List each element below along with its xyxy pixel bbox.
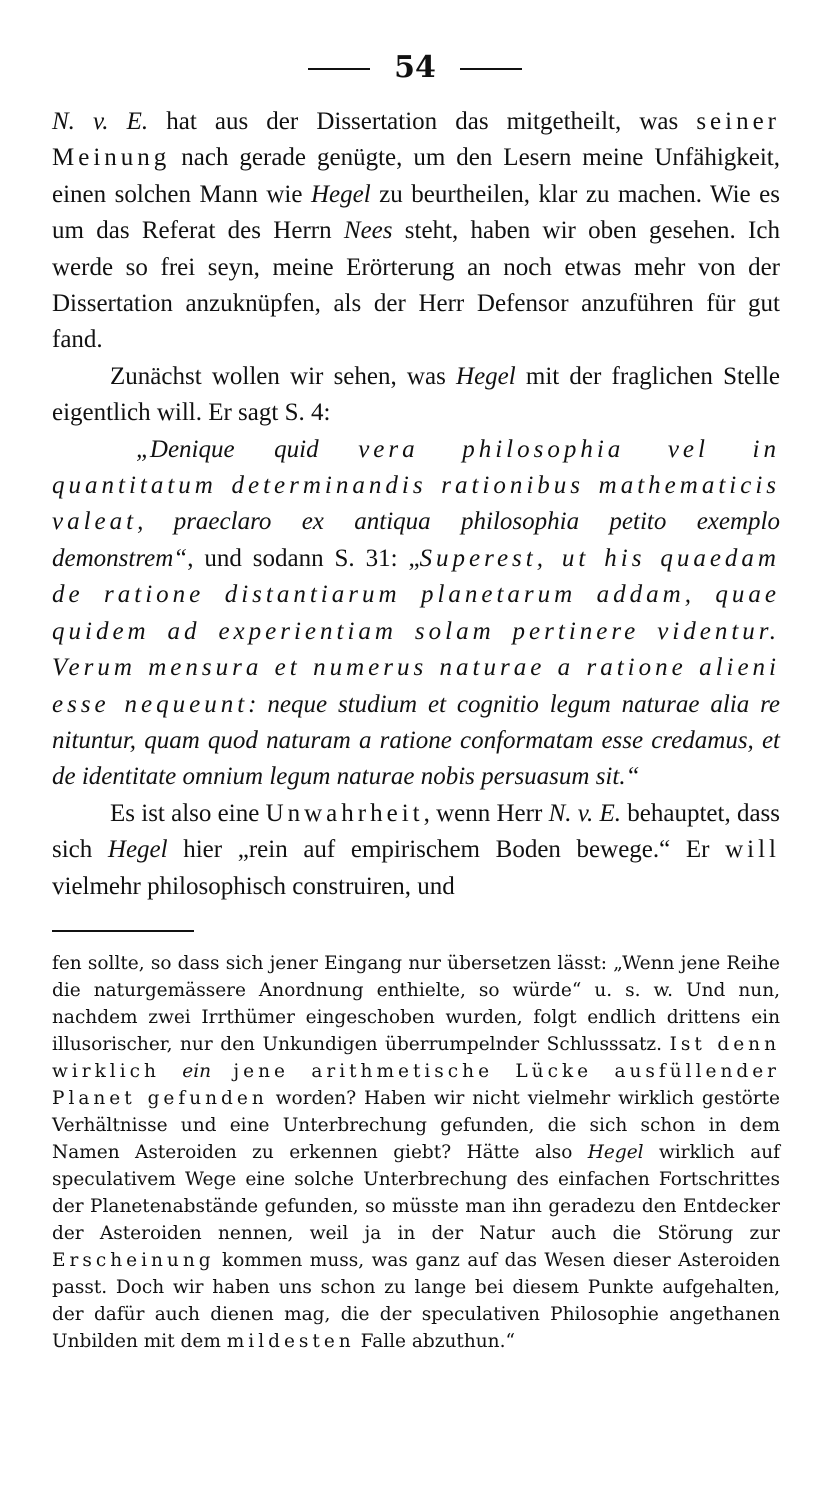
text-run: behauptet, dass sich [52, 799, 781, 864]
author-abbrev: N. v. E. [52, 108, 149, 135]
text-run: fen sollte, so dass sich jener Eingang nur übersetzen lässt: „Wenn jene Reihe die naturgemässere Anordnung enthielte, so würde“ u. s. w. Und nun, nachdem zwei Irrthümer eingeschoben wurden, folgt endlich drittens ein illusorischer, nur den Unkundigen überrumpelnder Schlusssatz. [52, 953, 780, 1055]
latin-quotation [52, 432, 780, 796]
italic-emphasis: ein [182, 1061, 212, 1082]
header-dash-right [460, 68, 522, 70]
spaced-emphasis: Unwahrheit [265, 799, 424, 827]
paragraph-1 [52, 104, 780, 359]
spaced-emphasis: will [725, 836, 780, 864]
text-run: vielmehr philosophisch construiren, und [52, 872, 455, 900]
name-hegel: Hegel [107, 836, 168, 864]
quote-run: „Denique quid [136, 435, 359, 463]
text-run: zu beurtheilen, klar zu machen. Wie es um das Referat des Herrn [52, 180, 780, 245]
footnote-divider [52, 930, 194, 932]
paragraph-2 [52, 359, 780, 432]
footnote-text [52, 950, 780, 1355]
paragraph-3 [52, 796, 780, 905]
quote-spaced-emphasis: Superest, ut his quaedam de ratione distantiarum planetarum addam, quae quidem ad experientiam solam pertinere videntur. Verum mensura et numerus naturae a ratione alieni esse nequeunt [52, 544, 780, 718]
text-run: Zunächst wollen wir sehen, was [110, 362, 457, 390]
quote-connector: , und sodann S. 31: „ [187, 544, 420, 572]
text-run: hier „rein auf empirischem Boden bewege.“ Er [167, 836, 726, 864]
spaced-emphasis: mildesten [226, 1331, 355, 1352]
text-run: nach gerade genügte, um den Lesern meine Unfähigkeit, einen solchen Mann wie [52, 144, 780, 208]
spaced-emphasis: Ist denn wirklich [52, 1034, 780, 1082]
name-nees: Nees [343, 217, 393, 245]
text-run: mit der fraglichen Stelle eigentlich will. Er sagt S. 4: [52, 362, 780, 427]
text-run: kommen muss, was ganz auf das Wesen dieser Asteroiden passt. Doch wir haben uns schon zu lange bei diesem Punkte aufgehalten, der dafür auch dienen mag, die der speculativen Philosophie angethanen Unbilden mit dem [52, 1250, 780, 1352]
header-dash-left [308, 68, 370, 70]
name-hegel: Hegel [456, 362, 516, 390]
text-run: hat aus der Dissertation das mitgetheilt, was [148, 108, 697, 135]
quote-spaced-emphasis: vera philosophia vel in quantitatum determinandis rationibus mathematicis valeat [52, 435, 780, 536]
name-hegel: Hegel [587, 1142, 644, 1163]
author-abbrev: N. v. E. [548, 799, 622, 827]
text-run: wirklich auf speculativem Wege eine solche Unterbrechung des einfachen Fortschrittes der Planetenabstände gefunden, so müsste man ihn geradezu den Entdecker der Asteroiden nennen, weil ja in der Natur auch die Störung zur [52, 1142, 780, 1244]
text-run: Es ist also eine [110, 799, 266, 827]
name-hegel: Hegel [310, 180, 371, 208]
quote-run: : neque studium et cognitio legum naturae alia re nituntur, quam quod naturam a ratione conformatam esse credamus, et de identitate omnium legum naturae nobis persuasum sit.“ [52, 690, 780, 791]
page-number: 54 [394, 50, 436, 85]
text-run: , wenn Herr [423, 799, 549, 827]
spaced-emphasis: Erscheinung [52, 1250, 215, 1271]
main-text [52, 104, 780, 905]
page-header [0, 50, 830, 85]
text-run: Falle abzuthun.“ [354, 1331, 515, 1352]
quote-run: , praeclaro ex antiqua philosophia petito exemplo demonstrem“ [52, 508, 780, 572]
footnote [52, 950, 780, 1355]
spaced-emphasis: seiner Meinung [52, 108, 781, 172]
text-run: worden? Haben wir nicht vielmehr wirklich gestörte Verhältnisse und eine Unterbrechung gefunden, die sich schon in dem Namen Asteroiden zu erkennen giebt? Hätte also [52, 1088, 780, 1163]
spaced-emphasis: jene arithmetische Lücke ausfüllender Planet gefunden [52, 1061, 780, 1109]
text-run: steht, haben wir oben gesehen. Ich werde so frei seyn, meine Erörterung an noch etwas mehr von der Dissertation anzuknüpfen, als der Herr Defensor anzuführen für gut fand. [52, 217, 780, 354]
